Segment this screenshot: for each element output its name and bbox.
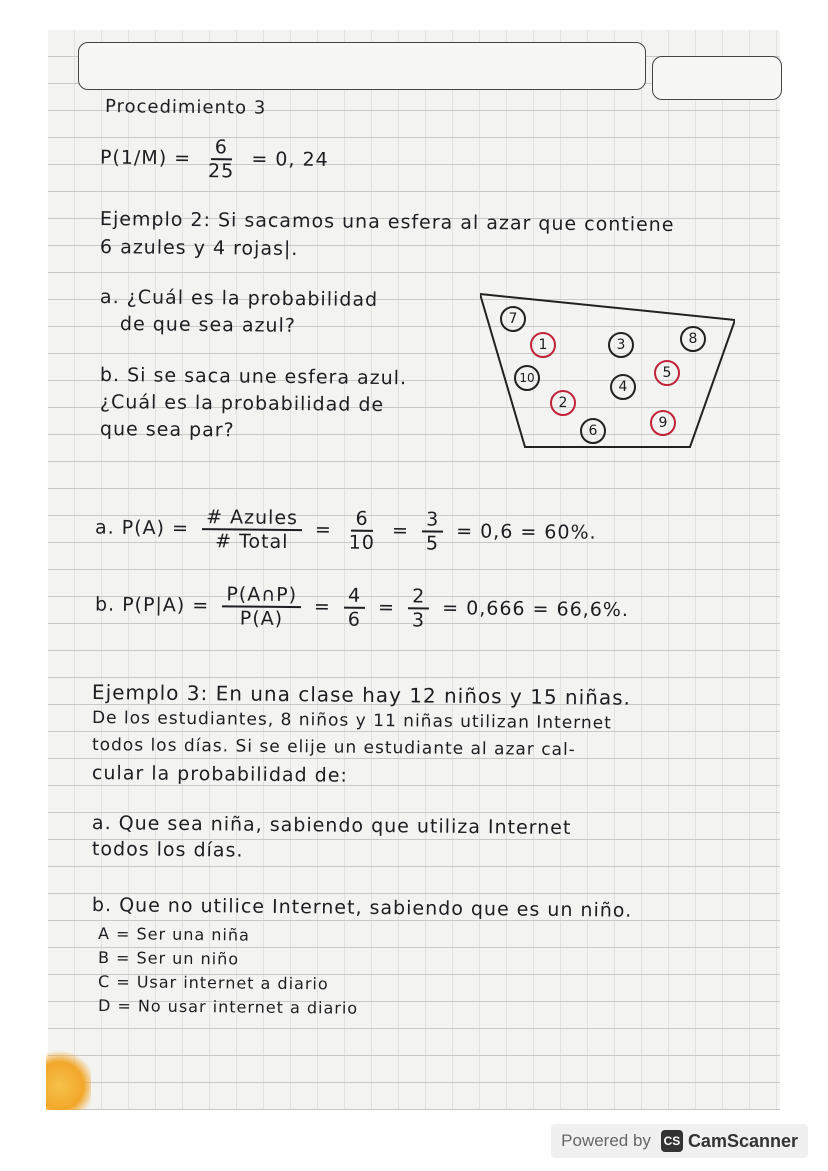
powered-by-label: Powered by bbox=[561, 1131, 651, 1150]
formula-lhs: P(1/M) = bbox=[99, 146, 192, 170]
example2-question-b-cont2: que sea par? bbox=[99, 418, 235, 442]
fraction bbox=[344, 585, 366, 631]
ball: 6 bbox=[580, 418, 606, 444]
equals: = bbox=[377, 596, 396, 619]
example2-question-a-cont: de que sea azul? bbox=[119, 313, 297, 337]
example3-question-a-cont: todos los días. bbox=[91, 838, 244, 862]
example2-question-b-cont1: ¿Cuál es la probabilidad de bbox=[99, 391, 385, 416]
definition-c: C = Usar internet a diario bbox=[97, 972, 329, 994]
definition-a: A = Ser una niña bbox=[97, 924, 250, 945]
ball: 8 bbox=[680, 326, 706, 352]
camscanner-brand: CamScanner bbox=[687, 1130, 798, 1151]
numerator: P(A∩P) bbox=[222, 583, 301, 608]
definition-d: D = No usar internet a diario bbox=[97, 996, 359, 1018]
fraction bbox=[408, 585, 430, 631]
numerator: 2 bbox=[408, 585, 429, 609]
fraction bbox=[204, 136, 239, 182]
denominator: 25 bbox=[207, 160, 235, 183]
ball: 2 bbox=[550, 390, 576, 416]
solution-b bbox=[95, 582, 629, 634]
solution-b-lhs: b. P(P|A) = bbox=[94, 593, 210, 617]
example3-line3: todos los días. Si se elije un estudiante al azar cal- bbox=[91, 735, 576, 761]
fraction bbox=[202, 506, 302, 553]
numerator: 3 bbox=[422, 508, 443, 532]
example2-question-b: b. Si se saca une esfera azul. bbox=[99, 364, 408, 390]
header-box-small bbox=[652, 56, 782, 100]
ball: 7 bbox=[500, 306, 526, 332]
ball: 10 bbox=[514, 365, 540, 391]
denominator: 6 bbox=[347, 608, 362, 631]
denominator: 5 bbox=[425, 532, 440, 555]
solution-a-result: = 0,6 = 60%. bbox=[456, 520, 597, 544]
example2-line1: Ejemplo 2: Si sacamos una esfera al azar que contiene bbox=[99, 208, 675, 237]
example2-question-a: a. ¿Cuál es la probabilidad bbox=[99, 286, 379, 311]
example2-line2: 6 azules y 4 rojas|. bbox=[99, 236, 299, 261]
procedure-formula bbox=[100, 135, 329, 183]
procedure-title: Procedimiento 3 bbox=[104, 96, 267, 119]
ball: 4 bbox=[610, 374, 636, 400]
camscanner-logo-icon: CS bbox=[661, 1130, 683, 1152]
ball: 5 bbox=[654, 360, 680, 386]
numerator: 6 bbox=[351, 508, 372, 532]
urn-diagram bbox=[480, 292, 735, 447]
denominator: 10 bbox=[348, 531, 376, 554]
example3-question-b: b. Que no utilice Internet, sabiendo que es un niño. bbox=[91, 894, 633, 922]
equals: = bbox=[391, 519, 410, 542]
example3-line2: De los estudiantes, 8 niños y 11 niñas utilizan Internet bbox=[91, 708, 612, 734]
ball: 3 bbox=[608, 332, 634, 358]
solution-b-result: = 0,666 = 66,6%. bbox=[442, 597, 630, 622]
denominator: # Total bbox=[215, 530, 289, 554]
fraction bbox=[222, 583, 301, 630]
solution-a bbox=[95, 505, 597, 556]
definition-b: B = Ser un niño bbox=[97, 948, 240, 969]
denominator: 3 bbox=[411, 609, 426, 632]
equals: = bbox=[314, 518, 332, 541]
example3-line4: cular la probabilidad de: bbox=[91, 762, 348, 787]
denominator: P(A) bbox=[239, 607, 284, 630]
numerator: 6 bbox=[211, 136, 232, 160]
ball: 1 bbox=[530, 332, 556, 358]
fraction bbox=[345, 508, 380, 554]
numerator: 4 bbox=[344, 585, 365, 609]
fraction bbox=[422, 508, 444, 554]
camscanner-watermark bbox=[551, 1124, 808, 1158]
orange-smudge bbox=[46, 1050, 91, 1110]
example3-question-a: a. Que sea niña, sabiendo que utiliza Internet bbox=[91, 812, 572, 840]
equals: = bbox=[313, 595, 332, 618]
ball: 9 bbox=[650, 410, 676, 436]
formula-result: = 0, 24 bbox=[251, 148, 329, 171]
header-box bbox=[78, 42, 646, 90]
numerator: # Azules bbox=[202, 506, 302, 531]
solution-a-lhs: a. P(A) = bbox=[94, 516, 190, 540]
example3-line1: Ejemplo 3: En una clase hay 12 niños y 15 niñas. bbox=[91, 680, 632, 710]
